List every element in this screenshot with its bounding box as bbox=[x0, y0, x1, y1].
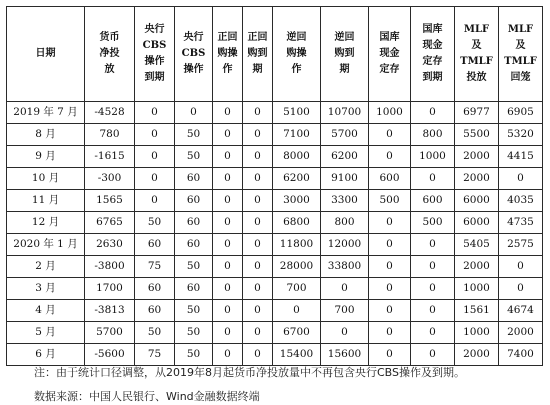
value-cell: 0 bbox=[243, 102, 273, 124]
value-cell: 0 bbox=[499, 278, 543, 300]
value-cell: 5500 bbox=[455, 124, 499, 146]
column-header-line: 定存 bbox=[379, 64, 400, 75]
value-cell: -3800 bbox=[85, 256, 135, 278]
column-header-label bbox=[504, 22, 537, 86]
column-header-line: 期 bbox=[339, 64, 350, 75]
column-header-line: 回笼 bbox=[510, 72, 531, 83]
value-cell: 6000 bbox=[455, 190, 499, 212]
value-cell: 2000 bbox=[455, 168, 499, 190]
column-header-label bbox=[143, 22, 167, 86]
value-cell: 5405 bbox=[455, 234, 499, 256]
column-header bbox=[369, 7, 411, 102]
column-header-line: 期 bbox=[252, 64, 263, 75]
table-row bbox=[7, 344, 543, 366]
table-row bbox=[7, 212, 543, 234]
date-cell: 9 月 bbox=[7, 146, 85, 168]
value-cell: 0 bbox=[243, 146, 273, 168]
value-cell: 0 bbox=[135, 124, 175, 146]
column-header-label bbox=[287, 30, 307, 78]
value-cell: 5320 bbox=[499, 124, 543, 146]
column-header-line: 日期 bbox=[35, 48, 56, 59]
value-cell: 500 bbox=[369, 190, 411, 212]
value-cell: 0 bbox=[135, 102, 175, 124]
value-cell: 5100 bbox=[273, 102, 321, 124]
value-cell: 1561 bbox=[455, 300, 499, 322]
value-cell: 60 bbox=[175, 278, 213, 300]
column-header-line: 净投 bbox=[99, 48, 120, 59]
column-header-line: 货币 bbox=[99, 32, 120, 43]
column-header bbox=[243, 7, 273, 102]
value-cell: -1615 bbox=[85, 146, 135, 168]
date-cell: 12 月 bbox=[7, 212, 85, 234]
column-header-line: 央行 bbox=[183, 32, 204, 43]
value-cell: 60 bbox=[175, 234, 213, 256]
value-cell: 6905 bbox=[499, 102, 543, 124]
value-cell: 8000 bbox=[273, 146, 321, 168]
value-cell: 12000 bbox=[321, 234, 369, 256]
table-row bbox=[7, 300, 543, 322]
data-source: 数据来源：中国人民银行、Wind金融数据终端 bbox=[34, 390, 260, 403]
value-cell: 0 bbox=[243, 124, 273, 146]
value-cell: 15600 bbox=[321, 344, 369, 366]
value-cell: 0 bbox=[369, 234, 411, 256]
value-cell: 75 bbox=[135, 256, 175, 278]
column-header-line: MLF bbox=[463, 24, 490, 35]
table-row bbox=[7, 102, 543, 124]
value-cell: 0 bbox=[499, 168, 543, 190]
value-cell: 11800 bbox=[273, 234, 321, 256]
column-header-line: 正回 bbox=[247, 32, 268, 43]
value-cell: 0 bbox=[213, 102, 243, 124]
value-cell: 0 bbox=[411, 256, 455, 278]
date-cell: 11 月 bbox=[7, 190, 85, 212]
column-header-line: 定存 bbox=[422, 56, 443, 67]
value-cell: 4415 bbox=[499, 146, 543, 168]
column-header-label bbox=[100, 30, 120, 78]
value-cell: 0 bbox=[243, 168, 273, 190]
value-cell: 0 bbox=[213, 146, 243, 168]
value-cell: 0 bbox=[369, 124, 411, 146]
column-header-line: 购操 bbox=[286, 48, 307, 59]
value-cell: 6200 bbox=[321, 146, 369, 168]
value-cell: 50 bbox=[175, 124, 213, 146]
table-row bbox=[7, 322, 543, 344]
value-cell: 5700 bbox=[321, 124, 369, 146]
value-cell: 0 bbox=[321, 322, 369, 344]
value-cell: 0 bbox=[213, 168, 243, 190]
value-cell: 0 bbox=[243, 190, 273, 212]
value-cell: 28000 bbox=[273, 256, 321, 278]
column-header-label bbox=[218, 30, 238, 78]
value-cell: 0 bbox=[411, 344, 455, 366]
value-cell: 0 bbox=[499, 256, 543, 278]
column-header bbox=[499, 7, 543, 102]
column-header-line: CBS bbox=[142, 40, 167, 51]
column-header-line: TMLF bbox=[504, 56, 537, 67]
data-table bbox=[6, 6, 543, 366]
value-cell: 6700 bbox=[273, 322, 321, 344]
value-cell: 0 bbox=[243, 212, 273, 234]
value-cell: 0 bbox=[135, 168, 175, 190]
value-cell: 50 bbox=[175, 146, 213, 168]
value-cell: 2000 bbox=[455, 344, 499, 366]
value-cell: 0 bbox=[213, 190, 243, 212]
value-cell: 6800 bbox=[273, 212, 321, 234]
value-cell: 0 bbox=[213, 278, 243, 300]
value-cell: 7400 bbox=[499, 344, 543, 366]
value-cell: 700 bbox=[321, 300, 369, 322]
value-cell: 1000 bbox=[369, 102, 411, 124]
value-cell: 600 bbox=[369, 168, 411, 190]
value-cell: 60 bbox=[135, 300, 175, 322]
column-header bbox=[213, 7, 243, 102]
value-cell: 6765 bbox=[85, 212, 135, 234]
value-cell: 4735 bbox=[499, 212, 543, 234]
column-header bbox=[7, 7, 85, 102]
value-cell: 1700 bbox=[85, 278, 135, 300]
value-cell: -5600 bbox=[85, 344, 135, 366]
column-header-line: 国库 bbox=[422, 24, 443, 35]
value-cell: 0 bbox=[135, 146, 175, 168]
column-header-line: 购到 bbox=[334, 48, 355, 59]
column-header bbox=[85, 7, 135, 102]
value-cell: 0 bbox=[321, 278, 369, 300]
table-row bbox=[7, 256, 543, 278]
value-cell: 60 bbox=[135, 234, 175, 256]
header-row bbox=[7, 7, 543, 102]
footnote: 注：由于统计口径调整，从2019年8月起货币净投放量中不再包含央行CBS操作及到期。 bbox=[34, 366, 466, 379]
column-header-line: 放 bbox=[104, 64, 115, 75]
value-cell: 0 bbox=[243, 344, 273, 366]
column-header-line: 到期 bbox=[422, 72, 443, 83]
column-header-line: 操作 bbox=[144, 56, 165, 67]
column-header-line: 正回 bbox=[217, 32, 238, 43]
value-cell: 0 bbox=[369, 322, 411, 344]
column-header bbox=[411, 7, 455, 102]
column-header-line: 央行 bbox=[144, 24, 165, 35]
column-header-line: 到期 bbox=[144, 72, 165, 83]
column-header bbox=[455, 7, 499, 102]
value-cell: 0 bbox=[243, 278, 273, 300]
value-cell: -4528 bbox=[85, 102, 135, 124]
table-row bbox=[7, 190, 543, 212]
value-cell: 0 bbox=[369, 300, 411, 322]
value-cell: 0 bbox=[213, 212, 243, 234]
value-cell: 1000 bbox=[411, 146, 455, 168]
date-cell: 2 月 bbox=[7, 256, 85, 278]
column-header-label bbox=[335, 30, 355, 78]
column-header-label bbox=[423, 22, 443, 86]
value-cell: -300 bbox=[85, 168, 135, 190]
value-cell: 0 bbox=[369, 344, 411, 366]
value-cell: 10700 bbox=[321, 102, 369, 124]
value-cell: 9100 bbox=[321, 168, 369, 190]
value-cell: 0 bbox=[213, 256, 243, 278]
value-cell: 500 bbox=[411, 212, 455, 234]
value-cell: 600 bbox=[411, 190, 455, 212]
date-cell: 2020 年 1 月 bbox=[7, 234, 85, 256]
value-cell: 0 bbox=[135, 190, 175, 212]
column-header-line: 国库 bbox=[379, 32, 400, 43]
value-cell: 50 bbox=[175, 256, 213, 278]
value-cell: 2000 bbox=[499, 322, 543, 344]
value-cell: 0 bbox=[411, 234, 455, 256]
value-cell: 50 bbox=[175, 300, 213, 322]
value-cell: 7100 bbox=[273, 124, 321, 146]
column-header bbox=[135, 7, 175, 102]
value-cell: 50 bbox=[175, 344, 213, 366]
value-cell: 0 bbox=[411, 168, 455, 190]
value-cell: 0 bbox=[213, 300, 243, 322]
column-header bbox=[273, 7, 321, 102]
value-cell: 3000 bbox=[273, 190, 321, 212]
value-cell: 700 bbox=[273, 278, 321, 300]
table-body bbox=[7, 102, 543, 366]
value-cell: 60 bbox=[175, 168, 213, 190]
table-row bbox=[7, 234, 543, 256]
column-header bbox=[321, 7, 369, 102]
value-cell: 0 bbox=[243, 256, 273, 278]
value-cell: 50 bbox=[175, 322, 213, 344]
value-cell: 1000 bbox=[455, 278, 499, 300]
column-header-line: 现金 bbox=[379, 48, 400, 59]
column-header-line: TMLF bbox=[460, 56, 493, 67]
value-cell: 75 bbox=[135, 344, 175, 366]
table-row bbox=[7, 146, 543, 168]
column-header-line: MLF bbox=[507, 24, 534, 35]
table-row bbox=[7, 168, 543, 190]
column-header-line: 作 bbox=[222, 64, 233, 75]
value-cell: 2575 bbox=[499, 234, 543, 256]
date-cell: 8 月 bbox=[7, 124, 85, 146]
date-cell: 4 月 bbox=[7, 300, 85, 322]
value-cell: 0 bbox=[369, 278, 411, 300]
column-header-label bbox=[36, 46, 56, 62]
value-cell: 50 bbox=[135, 212, 175, 234]
value-cell: -3813 bbox=[85, 300, 135, 322]
date-cell: 6 月 bbox=[7, 344, 85, 366]
date-cell: 10 月 bbox=[7, 168, 85, 190]
value-cell: 0 bbox=[411, 102, 455, 124]
value-cell: 0 bbox=[369, 256, 411, 278]
column-header-label bbox=[182, 30, 206, 78]
value-cell: 4674 bbox=[499, 300, 543, 322]
value-cell: 0 bbox=[411, 300, 455, 322]
value-cell: 0 bbox=[411, 322, 455, 344]
value-cell: 0 bbox=[175, 102, 213, 124]
value-cell: 800 bbox=[321, 212, 369, 234]
column-header-line: 逆回 bbox=[286, 32, 307, 43]
value-cell: 4035 bbox=[499, 190, 543, 212]
value-cell: 0 bbox=[213, 322, 243, 344]
date-cell: 5 月 bbox=[7, 322, 85, 344]
value-cell: 2630 bbox=[85, 234, 135, 256]
date-cell: 3 月 bbox=[7, 278, 85, 300]
column-header bbox=[175, 7, 213, 102]
column-header-line: 及 bbox=[471, 40, 482, 51]
value-cell: 0 bbox=[273, 300, 321, 322]
value-cell: 6977 bbox=[455, 102, 499, 124]
value-cell: 1000 bbox=[455, 322, 499, 344]
value-cell: 800 bbox=[411, 124, 455, 146]
column-header-label bbox=[380, 30, 400, 78]
value-cell: 6000 bbox=[455, 212, 499, 234]
value-cell: 0 bbox=[243, 300, 273, 322]
column-header-line: 购到 bbox=[247, 48, 268, 59]
table-row bbox=[7, 124, 543, 146]
value-cell: 6200 bbox=[273, 168, 321, 190]
column-header-line: 操作 bbox=[183, 64, 204, 75]
value-cell: 0 bbox=[213, 124, 243, 146]
value-cell: 50 bbox=[135, 322, 175, 344]
column-header-label bbox=[248, 30, 268, 78]
value-cell: 0 bbox=[411, 278, 455, 300]
value-cell: 60 bbox=[175, 212, 213, 234]
column-header-line: 购操 bbox=[217, 48, 238, 59]
value-cell: 0 bbox=[243, 234, 273, 256]
value-cell: 2000 bbox=[455, 256, 499, 278]
value-cell: 0 bbox=[369, 212, 411, 234]
value-cell: 780 bbox=[85, 124, 135, 146]
value-cell: 2000 bbox=[455, 146, 499, 168]
value-cell: 0 bbox=[243, 322, 273, 344]
column-header-line: 逆回 bbox=[334, 32, 355, 43]
value-cell: 0 bbox=[369, 146, 411, 168]
value-cell: 60 bbox=[135, 278, 175, 300]
value-cell: 5700 bbox=[85, 322, 135, 344]
value-cell: 0 bbox=[213, 344, 243, 366]
value-cell: 15400 bbox=[273, 344, 321, 366]
column-header-line: 现金 bbox=[422, 40, 443, 51]
value-cell: 33800 bbox=[321, 256, 369, 278]
table-row bbox=[7, 278, 543, 300]
column-header-line: 作 bbox=[291, 64, 302, 75]
date-cell: 2019 年 7 月 bbox=[7, 102, 85, 124]
value-cell: 3300 bbox=[321, 190, 369, 212]
value-cell: 60 bbox=[175, 190, 213, 212]
column-header-line: 及 bbox=[515, 40, 526, 51]
value-cell: 1565 bbox=[85, 190, 135, 212]
column-header-line: CBS bbox=[181, 48, 206, 59]
value-cell: 0 bbox=[213, 234, 243, 256]
column-header-label bbox=[460, 22, 493, 86]
column-header-line: 投放 bbox=[466, 72, 487, 83]
